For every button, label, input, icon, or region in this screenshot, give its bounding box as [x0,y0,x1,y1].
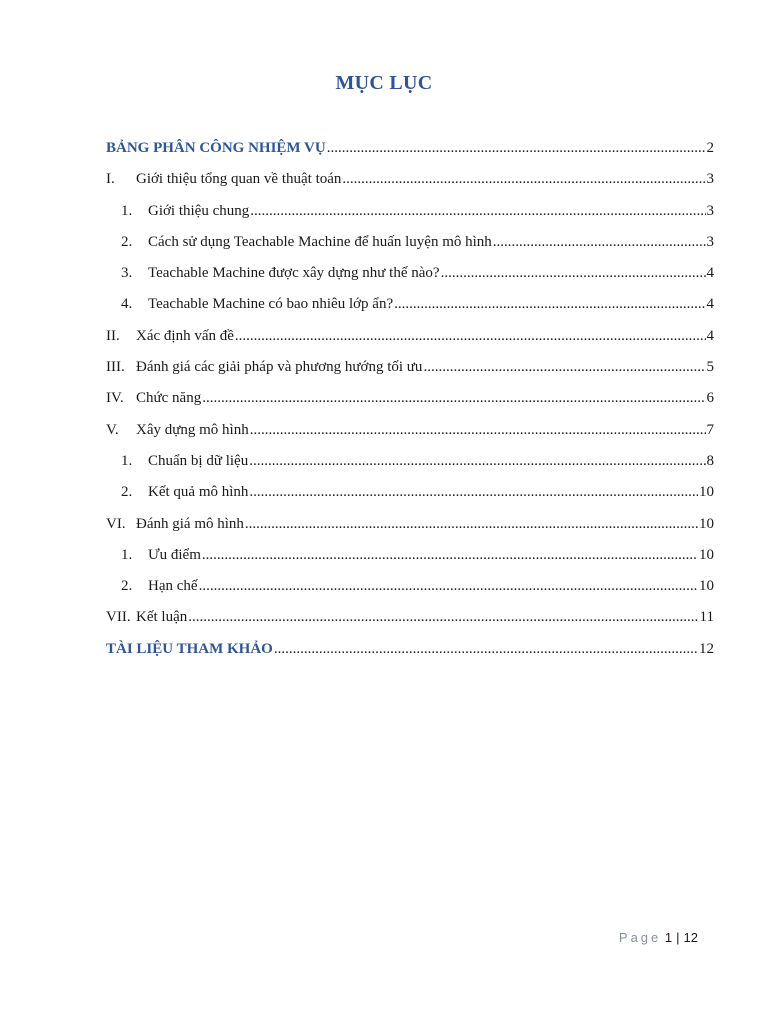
dot-leader [249,453,705,470]
toc-entry-number: VII. [106,609,131,626]
toc-page-number: 6 [706,390,714,407]
toc-entry-number: I. [106,171,115,188]
toc-entry-number: IV. [106,390,124,407]
dot-leader [202,547,698,564]
dot-leader [342,171,705,188]
toc-entry-section-2[interactable] [106,328,714,359]
toc-entry-section-5-1[interactable] [106,453,714,484]
page-word: Page [618,930,662,945]
toc-entry-label: TÀI LIỆU THAM KHẢO [106,640,273,657]
dot-leader [235,328,706,345]
toc-entry-label: Kết luận [136,609,188,626]
dot-leader [423,359,705,376]
toc-page-number: 5 [706,359,714,376]
toc-page-number: 12 [699,640,714,657]
dot-leader [249,484,698,501]
toc-entry-label: Hạn chế [148,578,198,595]
page-separator: | [676,930,680,945]
toc-entry-section-3[interactable] [106,359,714,390]
toc-entry-section-7[interactable] [106,609,714,640]
current-page-number: 1 [664,930,673,945]
toc-page-number: 7 [706,421,714,438]
table-of-contents [106,140,714,672]
toc-page-number: 4 [706,265,714,282]
toc-entry-number: 1. [121,452,133,469]
toc-entry-number: 2. [121,233,133,250]
toc-entry-label: Ưu điểm [148,546,201,563]
dot-leader [441,265,706,282]
dot-leader [188,609,698,626]
toc-entry-section-6[interactable] [106,516,714,547]
toc-entry-label: Teachable Machine có bao nhiêu lớp ẩn? [148,296,394,313]
dot-leader [327,140,706,157]
toc-page-number: 11 [699,609,714,626]
toc-page-number: 2 [706,140,714,156]
toc-entry-label: Giới thiệu chung [148,202,250,219]
toc-entry-number: 2. [121,484,133,501]
toc-page-number: 3 [706,202,714,219]
dot-leader [199,578,698,595]
toc-entry-section-1-1[interactable] [106,203,714,234]
toc-entry-section-6-2[interactable] [106,578,714,609]
toc-entry-number: VI. [106,515,126,532]
toc-entry-label: Đánh giá mô hình [136,515,244,532]
toc-entry-assignment-table[interactable] [106,140,714,171]
toc-entry-references[interactable] [106,641,714,672]
toc-page-number: 4 [706,296,714,313]
toc-page-number: 10 [699,515,714,532]
toc-entry-section-6-1[interactable] [106,547,714,578]
dot-leader [250,203,705,220]
toc-entry-label: Chức năng [136,390,202,407]
dot-leader [493,234,706,251]
toc-page-number: 8 [706,452,714,469]
toc-entry-number: 3. [121,265,133,282]
toc-entry-label: Xác định vấn đề [136,327,234,344]
toc-entry-label: Chuẩn bị dữ liệu [148,452,249,469]
toc-entry-label: Teachable Machine được xây dựng như thế nào? [148,265,440,282]
toc-entry-section-1-3[interactable] [106,265,714,296]
toc-entry-number: 2. [121,578,133,595]
toc-page-number: 10 [699,578,714,595]
dot-leader [274,641,698,658]
toc-entry-label: Cách sử dụng Teachable Machine để huấn luyện mô hình [148,233,492,250]
toc-page-number: 10 [699,484,714,501]
toc-entry-section-4[interactable] [106,390,714,421]
toc-entry-section-5[interactable] [106,422,714,453]
toc-entry-number: 1. [121,202,133,219]
dot-leader [394,296,705,313]
toc-entry-section-5-2[interactable] [106,484,714,515]
toc-entry-label: Xây dựng mô hình [136,421,249,438]
toc-page-number: 10 [699,546,714,563]
toc-entry-number: 4. [121,296,133,313]
page-footer [619,930,698,945]
toc-entry-label: Đánh giá các giải pháp và phương hướng tối ưu [136,359,423,376]
toc-entry-number: V. [106,421,119,438]
toc-entry-number: II. [106,327,120,344]
page-title: MỤC LỤC [335,72,433,94]
toc-entry-label: Kết quả mô hình [148,484,249,501]
toc-page-number: 4 [706,327,714,344]
toc-entry-section-1-2[interactable] [106,234,714,265]
dot-leader [245,516,698,533]
toc-entry-number: III. [106,359,125,376]
dot-leader [250,422,706,439]
dot-leader [202,390,705,407]
toc-page-number: 3 [706,233,714,250]
toc-entry-section-1-4[interactable] [106,296,714,327]
total-page-number: 12 [683,930,698,945]
toc-entry-label: BẢNG PHÂN CÔNG NHIỆM VỤ [106,140,326,156]
toc-entry-section-1[interactable] [106,171,714,202]
toc-entry-label: Giới thiệu tổng quan về thuật toán [136,171,342,188]
toc-entry-number: 1. [121,546,133,563]
toc-page-number: 3 [706,171,714,188]
